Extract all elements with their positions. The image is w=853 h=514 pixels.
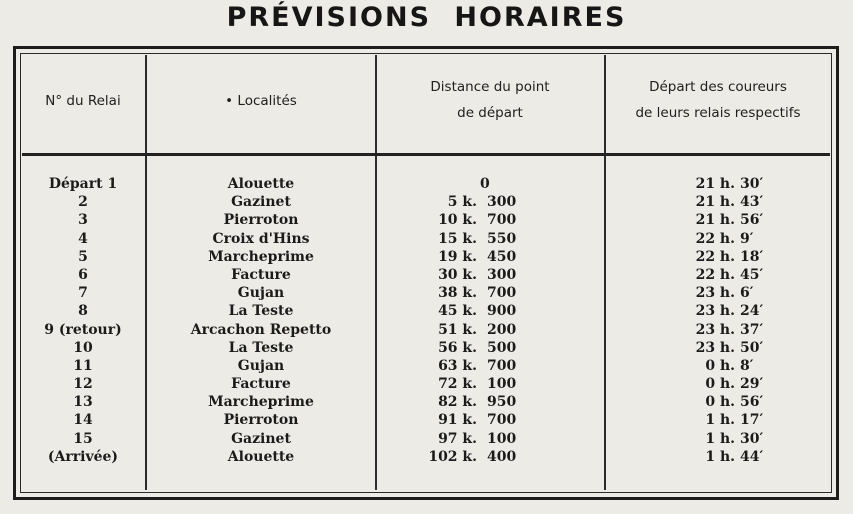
- depart-minute: 37′: [740, 321, 764, 338]
- distance-m: 700: [487, 285, 517, 302]
- depart-minute: 6′: [740, 285, 754, 302]
- table-row: [22, 284, 830, 302]
- distance-m: 100: [487, 430, 517, 447]
- distance-km: 91 k.: [438, 412, 477, 429]
- distance-km: 30 k.: [438, 266, 477, 283]
- distance-m: 300: [487, 194, 517, 211]
- distance-m: 950: [487, 394, 517, 411]
- depart-hour: 1 h.: [705, 430, 735, 447]
- distance-km: 38 k.: [438, 285, 477, 302]
- relai-cell: 9 (retour): [44, 321, 122, 338]
- relai-cell: 4: [78, 230, 88, 247]
- localite-cell: Alouette: [227, 176, 295, 192]
- depart-hour: 23 h.: [695, 321, 735, 338]
- localite-cell: La Teste: [228, 303, 294, 320]
- depart-hour: 22 h.: [695, 248, 735, 265]
- depart-hour: 22 h.: [695, 230, 735, 247]
- localite-cell: Facture: [231, 266, 291, 283]
- relai-cell: 8: [78, 303, 88, 320]
- localite-cell: Alouette: [227, 448, 295, 465]
- distance-km: 97 k.: [438, 430, 477, 447]
- distance-km: 15 k.: [438, 230, 477, 247]
- table-row: [22, 375, 830, 393]
- depart-minute: 43′: [740, 194, 764, 211]
- depart-minute: 8′: [740, 357, 754, 374]
- distance-km: 56 k.: [438, 339, 477, 356]
- localite-cell: Marcheprime: [208, 248, 314, 265]
- header-distance-line2: de départ: [457, 105, 523, 121]
- depart-hour: 21 h.: [695, 176, 735, 192]
- table-row: [22, 357, 830, 375]
- depart-hour: 0 h.: [705, 357, 735, 374]
- localite-cell: Pierroton: [223, 212, 299, 229]
- distance-m: 700: [487, 212, 517, 229]
- distance-m: 500: [487, 339, 517, 356]
- localite-cell: Gazinet: [231, 194, 291, 211]
- depart-minute: 29′: [740, 376, 764, 393]
- relai-cell: 2: [78, 194, 88, 211]
- relai-cell: (Arrivée): [47, 448, 119, 465]
- distance-km: 10 k.: [438, 212, 477, 229]
- depart-hour: 0 h.: [705, 394, 735, 411]
- localite-cell: Croix d'Hins: [212, 230, 310, 247]
- localite-cell: Facture: [231, 376, 291, 393]
- depart-minute: 30′: [740, 430, 764, 447]
- distance-km: 72 k.: [438, 376, 477, 393]
- relai-cell: 15: [73, 430, 93, 447]
- distance-km: 45 k.: [438, 303, 477, 320]
- distance-m: 200: [487, 321, 517, 338]
- depart-hour: 22 h.: [695, 266, 735, 283]
- table-row: [22, 175, 830, 193]
- table-row: [22, 248, 830, 266]
- depart-minute: 56′: [740, 394, 764, 411]
- relai-cell: 7: [78, 285, 88, 302]
- table-row: [22, 193, 830, 211]
- distance-m: 550: [487, 230, 517, 247]
- table-row: [22, 448, 830, 466]
- localite-cell: Gazinet: [231, 430, 291, 447]
- distance-km: 102 k.: [428, 448, 477, 465]
- depart-minute: 45′: [740, 266, 764, 283]
- distance-m: 700: [487, 357, 517, 374]
- distance-km: 51 k.: [438, 321, 477, 338]
- distance-m: 450: [487, 248, 517, 265]
- distance-km: 5 k.: [447, 194, 477, 211]
- header-depart: [606, 74, 830, 126]
- table-row: [22, 430, 830, 448]
- table-row: [22, 302, 830, 320]
- depart-minute: 9′: [740, 230, 754, 247]
- depart-hour: 23 h.: [695, 339, 735, 356]
- table-row: [22, 211, 830, 229]
- distance-m: 100: [487, 376, 517, 393]
- localite-cell: Gujan: [237, 357, 285, 374]
- depart-hour: 21 h.: [695, 212, 735, 229]
- localite-cell: Arcachon Repetto: [190, 321, 332, 338]
- header-relai: N° du Relai: [45, 93, 121, 109]
- depart-minute: 44′: [740, 448, 764, 465]
- header-rule: [22, 153, 830, 156]
- distance-km: 63 k.: [438, 357, 477, 374]
- depart-minute: 17′: [740, 412, 764, 429]
- relai-cell: 3: [78, 212, 88, 229]
- relai-cell: 13: [73, 394, 93, 411]
- depart-minute: 30′: [740, 176, 764, 192]
- distance-m: 0: [480, 176, 490, 192]
- table-row: [22, 230, 830, 248]
- depart-hour: 1 h.: [705, 412, 735, 429]
- header-distance-line1: Distance du point: [430, 79, 550, 95]
- distance-m: 300: [487, 266, 517, 283]
- relai-cell: 10: [73, 339, 93, 356]
- relai-cell: 5: [78, 248, 88, 265]
- relai-cell: Départ 1: [48, 176, 118, 192]
- table-row: [22, 411, 830, 429]
- localite-cell: Pierroton: [223, 412, 299, 429]
- relai-cell: 12: [73, 376, 93, 393]
- header-localites: • Localités: [225, 93, 297, 109]
- depart-hour: 23 h.: [695, 285, 735, 302]
- table-row: [22, 339, 830, 357]
- localite-cell: La Teste: [228, 339, 294, 356]
- depart-hour: 0 h.: [705, 376, 735, 393]
- table-body: [22, 175, 830, 466]
- distance-km: 82 k.: [438, 394, 477, 411]
- distance-m: 700: [487, 412, 517, 429]
- header-distance: [377, 74, 603, 126]
- header-depart-line2: de leurs relais respectifs: [635, 105, 801, 121]
- depart-hour: 1 h.: [705, 448, 735, 465]
- relai-cell: 6: [78, 266, 88, 283]
- depart-minute: 50′: [740, 339, 764, 356]
- localite-cell: Gujan: [237, 285, 285, 302]
- depart-minute: 18′: [740, 248, 764, 265]
- depart-minute: 56′: [740, 212, 764, 229]
- localite-cell: Marcheprime: [208, 394, 314, 411]
- depart-hour: 21 h.: [695, 194, 735, 211]
- distance-km: 19 k.: [438, 248, 477, 265]
- relai-cell: 11: [73, 357, 93, 374]
- depart-minute: 24′: [740, 303, 764, 320]
- distance-m: 900: [487, 303, 517, 320]
- table-row: [22, 321, 830, 339]
- relai-cell: 14: [73, 412, 93, 429]
- depart-hour: 23 h.: [695, 303, 735, 320]
- table-row: [22, 266, 830, 284]
- distance-m: 400: [487, 448, 517, 465]
- table-row: [22, 393, 830, 411]
- page-title: PRÉVISIONS HORAIRES: [226, 2, 627, 33]
- header-depart-line1: Départ des coureurs: [649, 79, 787, 95]
